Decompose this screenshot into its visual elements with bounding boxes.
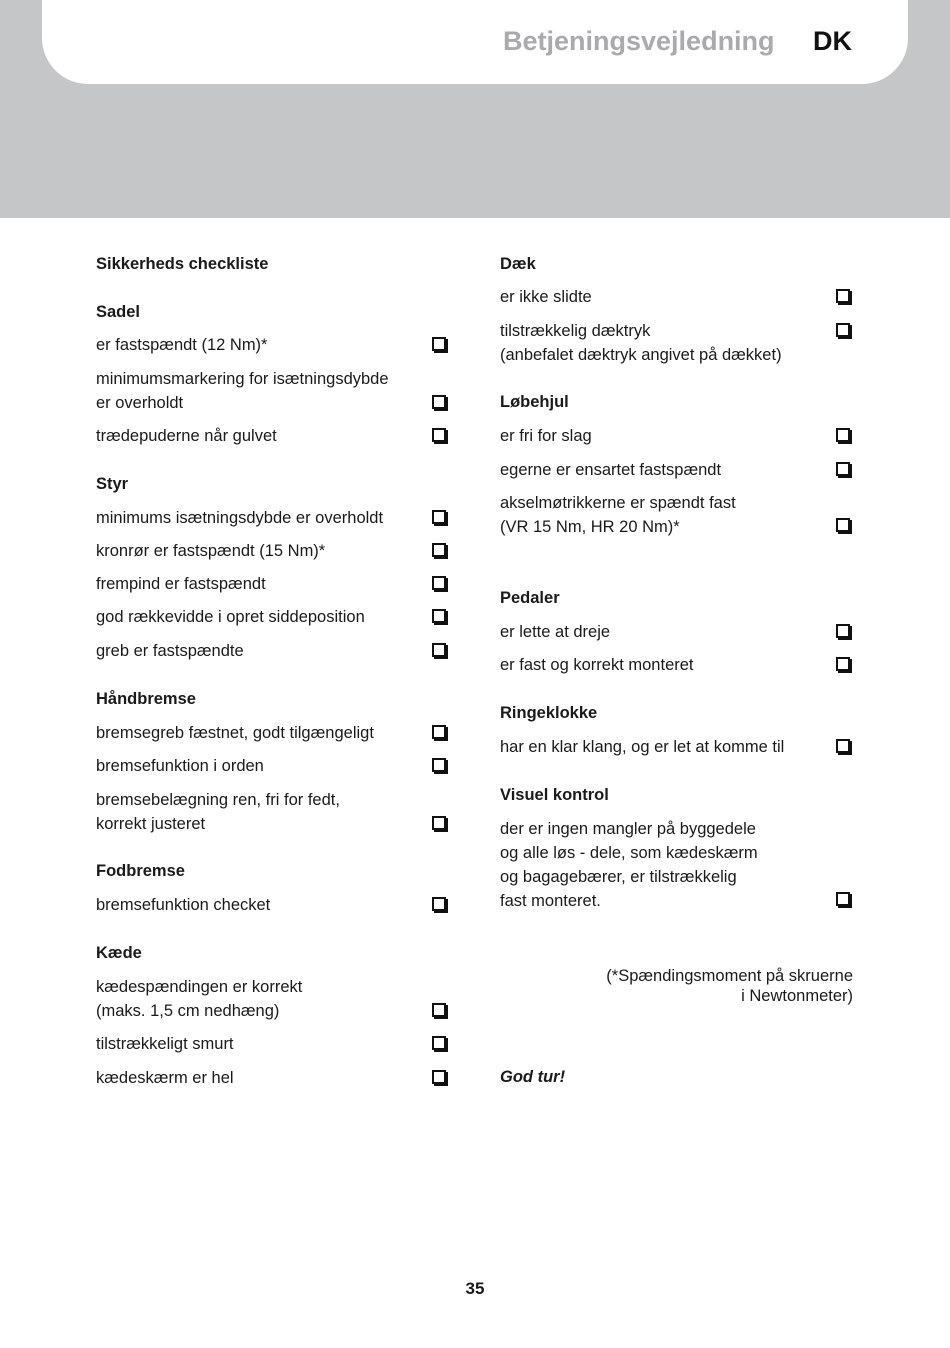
checklist-item — [500, 653, 694, 677]
checklist-item — [500, 458, 721, 482]
checkbox[interactable] — [432, 395, 446, 409]
checklist-item-text: frempind er fastspændt — [96, 575, 266, 593]
checklist-item-text: god rækkevidde i opret siddeposition — [96, 608, 365, 626]
checklist-item — [96, 367, 389, 415]
checkbox[interactable] — [836, 657, 850, 671]
checkbox[interactable] — [836, 892, 850, 906]
checklist-item-text: greb er fastspændte — [96, 642, 244, 660]
checklist-item-text: bremsefunktion i orden — [96, 757, 264, 775]
checklist-item-text: (maks. 1,5 cm nedhæng) — [96, 1002, 280, 1020]
checklist-item-text: har en klar klang, og er let at komme til — [500, 738, 785, 756]
checklist-item — [96, 539, 325, 563]
section-heading: Dæk — [500, 255, 536, 273]
checklist-item — [96, 1066, 234, 1090]
checkbox[interactable] — [432, 510, 446, 524]
checklist-item-text: tilstrækkeligt smurt — [96, 1035, 234, 1053]
checkbox[interactable] — [432, 758, 446, 772]
checklist-item-text: er fri for slag — [500, 427, 592, 445]
section-heading: Pedaler — [500, 589, 560, 607]
header-tab — [42, 0, 908, 84]
checklist-item — [500, 424, 592, 448]
checkbox[interactable] — [432, 816, 446, 830]
checkbox[interactable] — [432, 1070, 446, 1084]
section-heading: Løbehjul — [500, 393, 569, 411]
section-heading: Sikkerheds checkliste — [96, 255, 269, 273]
torque-footnote-line: i Newtonmeter) — [741, 987, 853, 1005]
checklist-item — [500, 620, 610, 644]
checklist-item-text: der er ingen mangler på byggedele — [500, 820, 756, 838]
section-heading: Visuel kontrol — [500, 786, 609, 804]
section-heading: Kæde — [96, 944, 142, 962]
checklist-item-text: er fast og korrekt monteret — [500, 656, 694, 674]
closing-text: God tur! — [500, 1068, 566, 1086]
checklist-item — [96, 1032, 234, 1056]
checklist-item-text: er fastspændt (12 Nm)* — [96, 336, 268, 354]
header-title: Betjeningsvejledning — [503, 26, 775, 56]
checklist-item-text: og bagagebærer, er tilstrækkelig — [500, 868, 737, 886]
section-heading: Sadel — [96, 303, 141, 321]
checklist-item-text: minimumsmarkering for isætningsdybde — [96, 370, 389, 388]
checklist-item-text: og alle løs - dele, som kædeskærm — [500, 844, 758, 862]
checklist-item — [96, 605, 365, 629]
checklist-item-text: kædeskærm er hel — [96, 1069, 234, 1087]
checklist-item — [96, 721, 374, 745]
checklist-item-text: korrekt justeret — [96, 815, 206, 833]
checkbox[interactable] — [836, 624, 850, 638]
checklist-item — [96, 893, 270, 917]
checkbox[interactable] — [836, 323, 850, 337]
checklist-item — [500, 817, 758, 913]
torque-footnote-line: (*Spændingsmoment på skruerne — [606, 967, 853, 985]
checklist-item — [500, 319, 782, 367]
section-heading: Håndbremse — [96, 690, 196, 708]
checkbox[interactable] — [432, 643, 446, 657]
checklist-item — [500, 285, 592, 309]
header-banner — [0, 0, 950, 218]
checklist-item — [96, 754, 264, 778]
checklist-item-text: egerne er ensartet fastspændt — [500, 461, 722, 479]
checkbox[interactable] — [432, 337, 446, 351]
checkbox[interactable] — [432, 609, 446, 623]
checkbox[interactable] — [836, 739, 850, 753]
section-heading: Fodbremse — [96, 862, 185, 880]
checklist-item-text: kædespændingen er korrekt — [96, 978, 303, 996]
checklist-item-text: bremsefunktion checket — [96, 896, 271, 914]
checklist-item — [96, 639, 244, 663]
checklist-item-text: er lette at dreje — [500, 623, 611, 641]
checklist-item — [500, 735, 784, 759]
checkbox[interactable] — [432, 1003, 446, 1017]
section-heading: Styr — [96, 475, 129, 493]
checklist-item — [96, 424, 277, 448]
checklist-item — [96, 506, 383, 530]
checklist-item-text: (anbefalet dæktryk angivet på dækket) — [500, 346, 782, 364]
checkbox[interactable] — [836, 518, 850, 532]
checklist-item-text: kronrør er fastspændt (15 Nm)* — [96, 542, 326, 560]
checklist-item-text: minimums isætningsdybde er overholdt — [96, 509, 384, 527]
checkbox[interactable] — [432, 576, 446, 590]
header-language-code: DK — [813, 26, 852, 56]
checklist-item-text: er ikke slidte — [500, 288, 592, 306]
checklist-item-text: trædepuderne når gulvet — [96, 427, 277, 445]
checklist-item — [96, 975, 302, 1023]
checklist-item-text: er overholdt — [96, 394, 184, 412]
checkbox[interactable] — [432, 543, 446, 557]
checklist-item — [96, 333, 267, 357]
checklist-item-text: bremsebelægning ren, fri for fedt, — [96, 791, 340, 809]
checkbox[interactable] — [836, 462, 850, 476]
checkbox[interactable] — [432, 897, 446, 911]
checkbox[interactable] — [836, 428, 850, 442]
checklist-item — [96, 572, 266, 596]
checklist-item-text: tilstrækkelig dæktryk — [500, 322, 651, 340]
checkbox[interactable] — [836, 289, 850, 303]
checklist-item-text: (VR 15 Nm, HR 20 Nm)* — [500, 518, 680, 536]
checkbox[interactable] — [432, 428, 446, 442]
page-number: 35 — [465, 1279, 485, 1298]
checklist-item-text: bremsegreb fæstnet, godt tilgængeligt — [96, 724, 374, 742]
checkbox[interactable] — [432, 725, 446, 739]
checkbox[interactable] — [432, 1036, 446, 1050]
checklist-item — [500, 491, 736, 539]
checklist-item — [96, 788, 340, 836]
torque-footnote — [606, 966, 853, 1006]
checklist-item-text: akselmøtrikkerne er spændt fast — [500, 494, 736, 512]
section-heading: Ringeklokke — [500, 704, 598, 722]
checklist-item-text: fast monteret. — [500, 892, 601, 910]
